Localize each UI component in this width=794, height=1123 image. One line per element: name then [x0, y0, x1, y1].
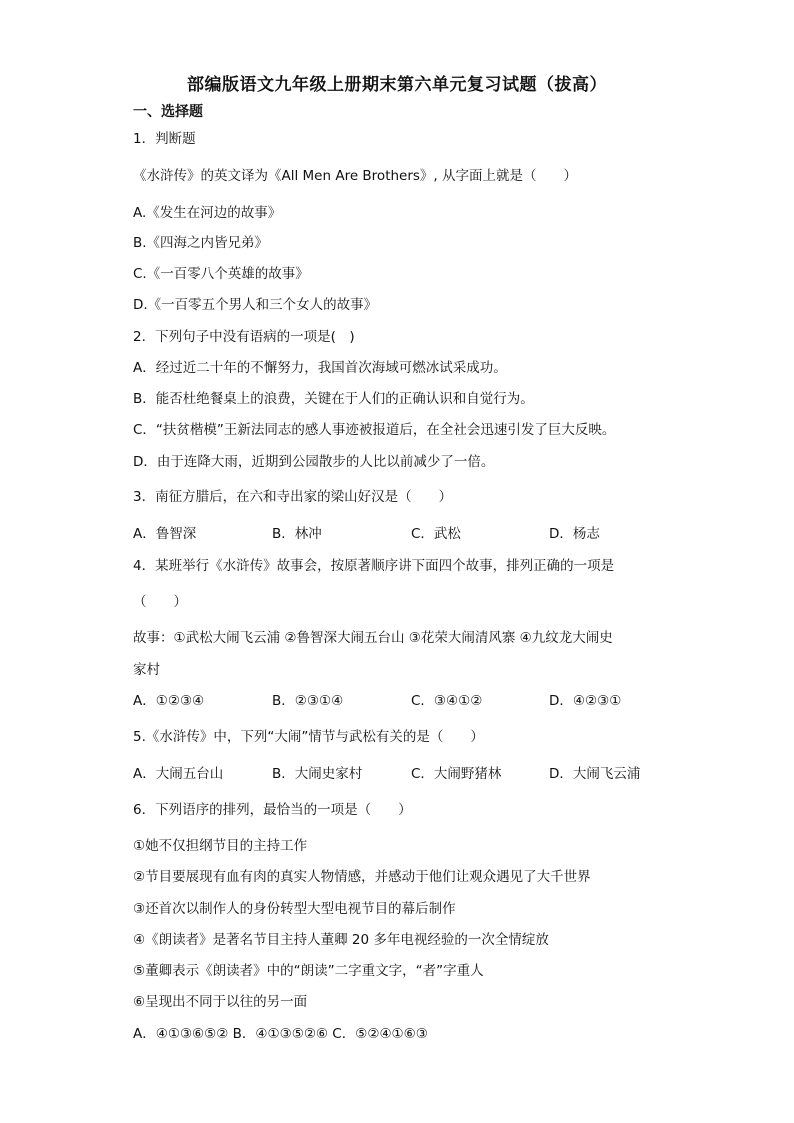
q4-paren: （ ）: [133, 594, 187, 610]
q2-option-a: A．经过近二十年的不懈努力，我国首次海域可燃冰试采成功。: [133, 360, 507, 376]
q5-option-b: B．大闹史家村: [272, 766, 363, 782]
q3-option-d: D．杨志: [549, 526, 600, 542]
page-title: 部编版语文九年级上册期末第六单元复习试题（拔高）: [187, 75, 607, 95]
q5-option-a: A．大闹五台山: [133, 766, 224, 782]
q4-stem: 4．某班举行《水浒传》故事会，按原著顺序讲下面四个故事，排列正确的一项是: [133, 558, 615, 574]
q1-option-c: C.《一百零八个英雄的故事》: [133, 266, 309, 282]
q4-story-line-1: 故事：①武松大闹飞云浦 ②鲁智深大闹五台山 ③花荣大闹清风寨 ④九纹龙大闹史: [133, 630, 613, 646]
q4-option-c: C．③④①②: [411, 693, 483, 709]
q6-item-6: ⑥呈现出不同于以往的另一面: [133, 994, 308, 1010]
q4-option-a: A．①②③④: [133, 693, 205, 709]
q6-item-4: ④《朗读者》是著名节目主持人董卿 20 多年电视经验的一次全情绽放: [133, 932, 549, 948]
q5-option-c: C．大闹野猪林: [411, 766, 502, 782]
q5-stem: 5.《水浒传》中，下列“大闹”情节与武松有关的是（ ）: [133, 729, 484, 745]
q6-item-2: ②节目要展现有血有肉的真实人物情感，并感动于他们让观众遇见了大千世界: [133, 869, 591, 885]
q2-option-b: B．能否杜绝餐桌上的浪费，关键在于人们的正确认识和自觉行为。: [133, 391, 534, 407]
q1-stem: 《水浒传》的英文译为《All Men Are Brothers》, 从字面上就是（ ）: [133, 168, 578, 184]
q3-option-b: B．林冲: [272, 526, 322, 542]
q1-option-d: D.《一百零五个男人和三个女人的故事》: [133, 297, 378, 313]
q4-option-d: D．④②③①: [549, 693, 622, 709]
q6-item-3: ③还首次以制作人的身份转型大型电视节目的幕后制作: [133, 901, 456, 917]
q2-stem: 2．下列句子中没有语病的一项是( ): [133, 329, 355, 345]
section-heading: 一、选择题: [133, 104, 203, 120]
q3-option-c: C．武松: [411, 526, 461, 542]
q4-story-line-2: 家村: [133, 662, 160, 678]
q1-option-b: B.《四海之内皆兄弟》: [133, 235, 269, 251]
q3-stem: 3．南征方腊后，在六和寺出家的梁山好汉是（ ）: [133, 489, 453, 505]
q1-number: 1．判断题: [133, 131, 196, 147]
q2-option-d: D．由于连降大雨，近期到公园散步的人比以前减少了一倍。: [133, 454, 495, 470]
q6-item-1: ①她不仅担纲节目的主持工作: [133, 838, 308, 854]
q5-option-d: D．大闹飞云浦: [549, 766, 641, 782]
q6-item-5: ⑤董卿表示《朗读者》中的“朗读”二字重文字，“者”字重人: [133, 963, 484, 979]
q4-option-b: B．②③①④: [272, 693, 344, 709]
q1-option-a: A.《发生在河边的故事》: [133, 205, 282, 221]
q3-option-a: A．鲁智深: [133, 526, 197, 542]
q2-option-c: C．“扶贫楷模”王新法同志的感人事迹被报道后，在全社会迅速引发了巨大反映。: [133, 422, 616, 438]
q6-stem: 6．下列语序的排列，最恰当的一项是（ ）: [133, 802, 412, 818]
q6-options: A．④①③⑥⑤② B．④①③⑤②⑥ C．⑤②④①⑥③: [133, 1026, 428, 1042]
